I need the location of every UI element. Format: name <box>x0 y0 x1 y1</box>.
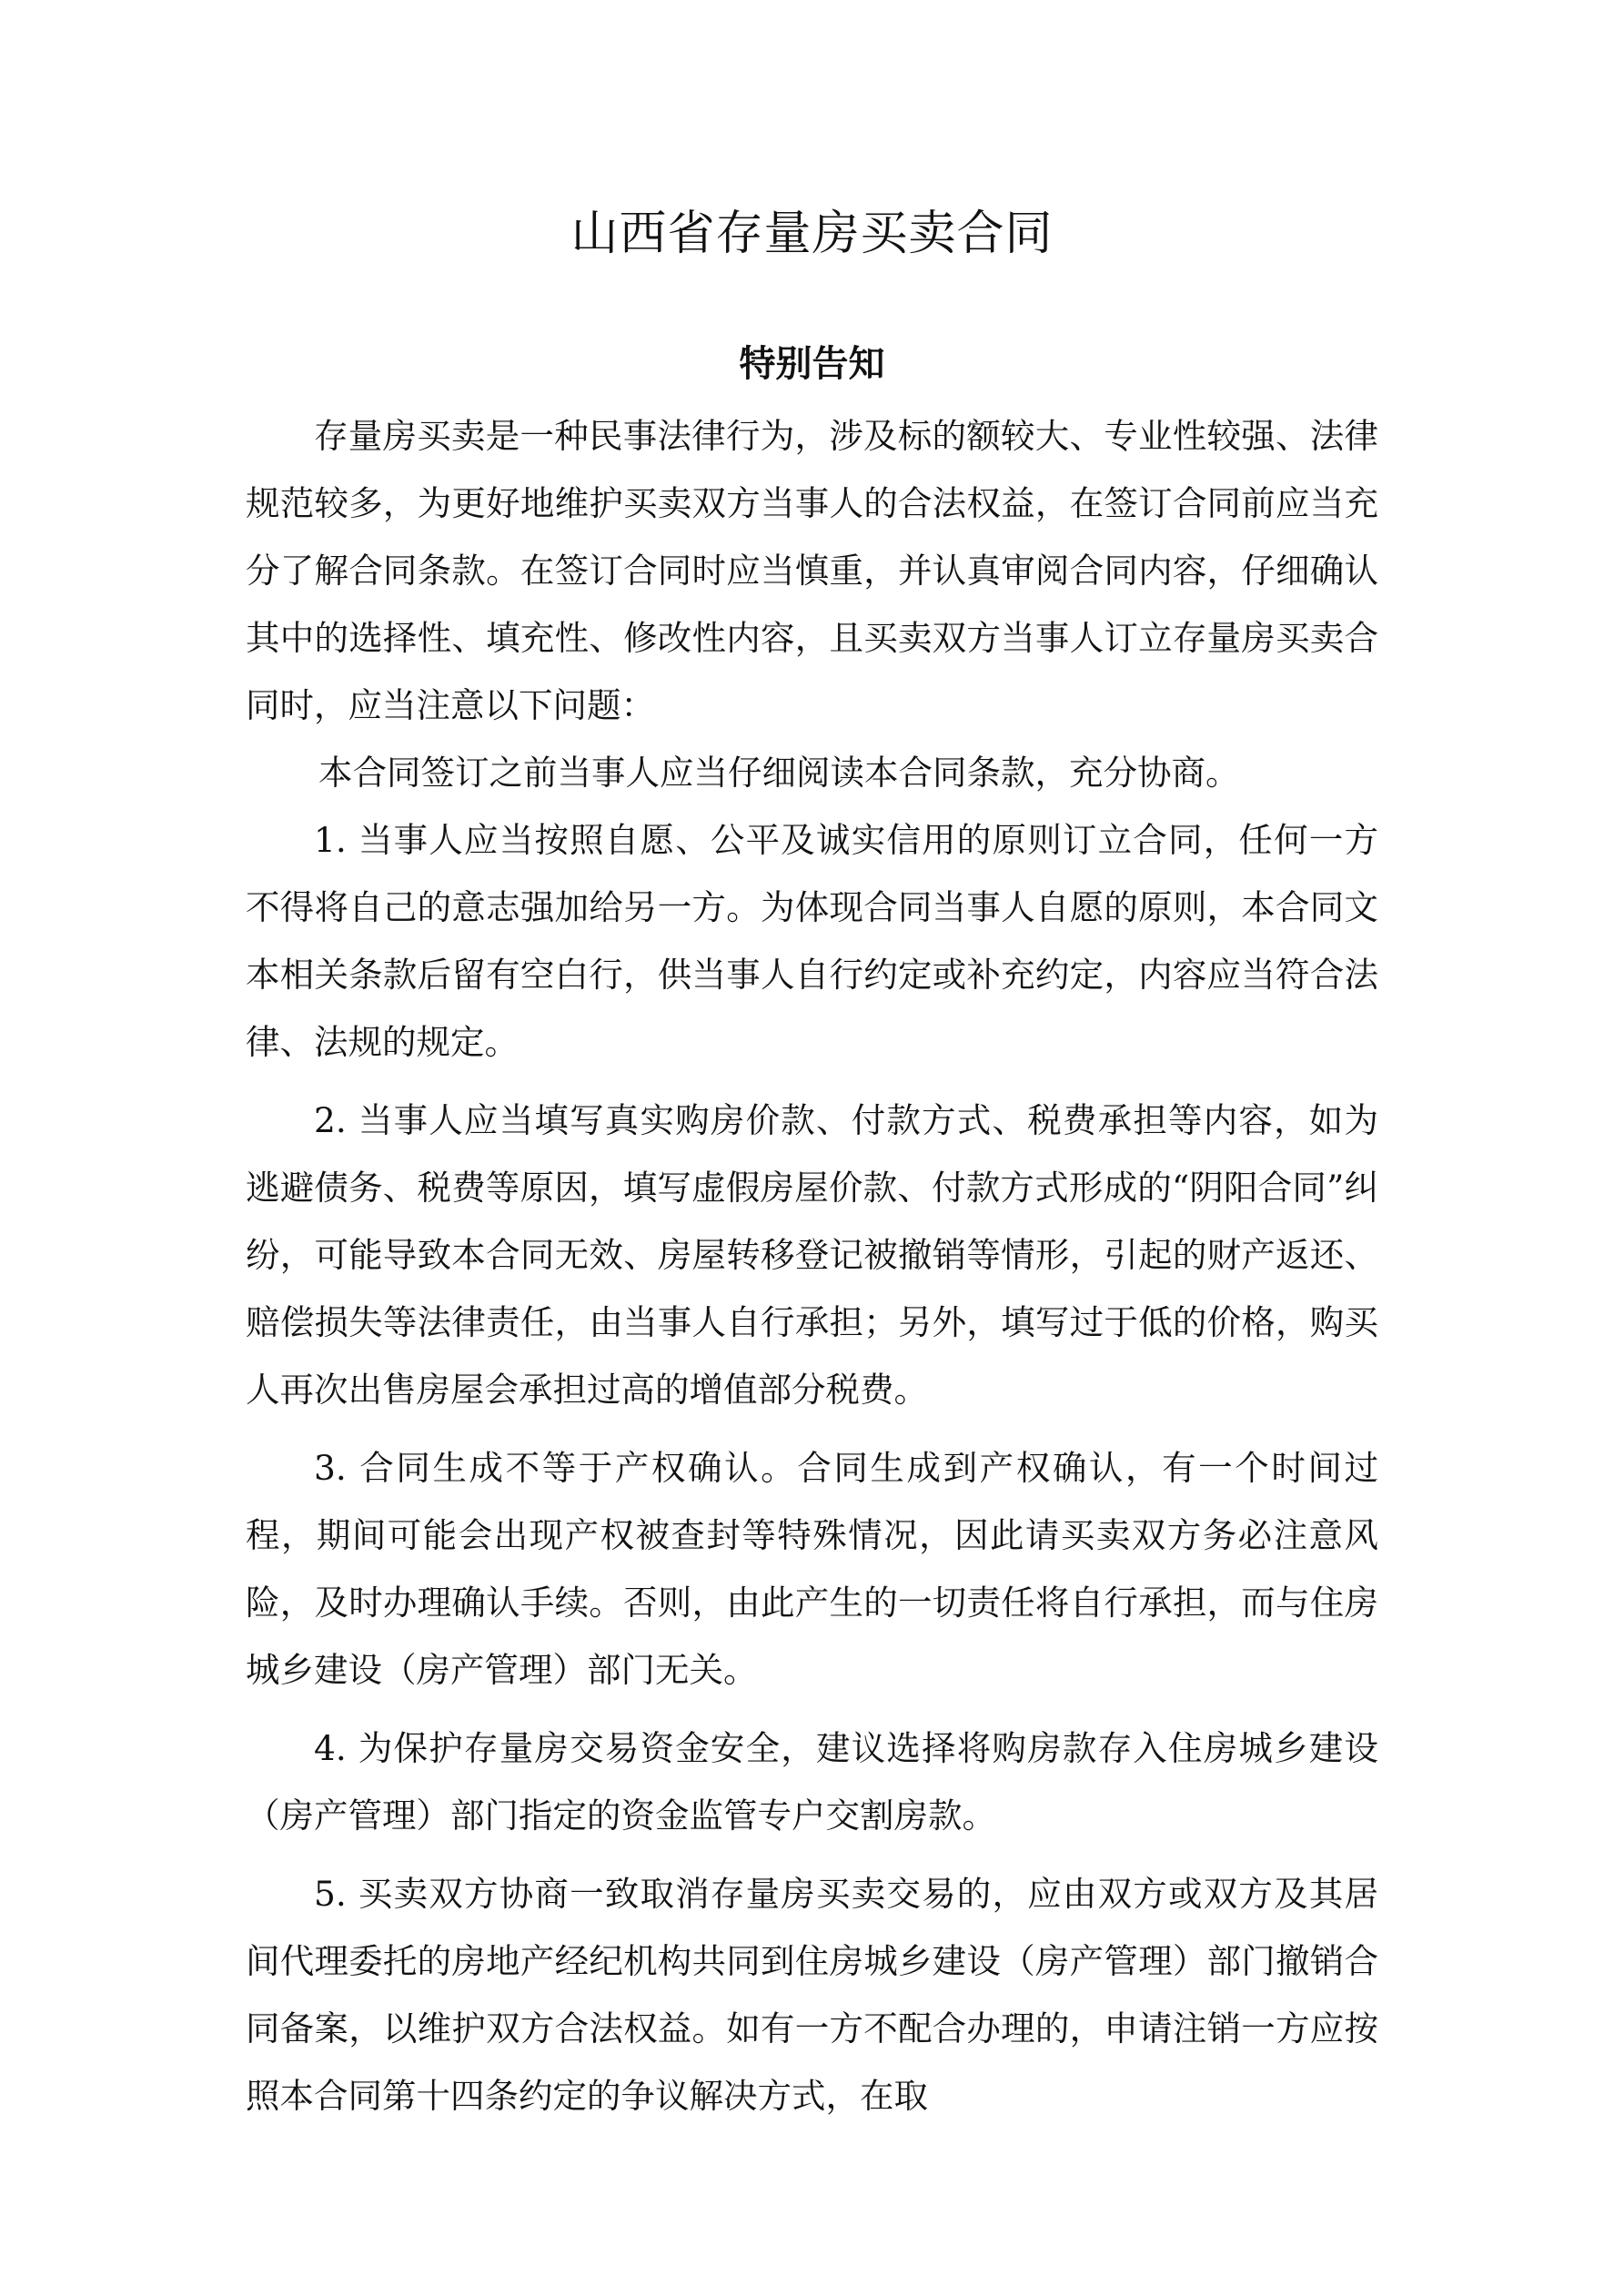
clause-4-paragraph: 4. 为保护存量房交易资金安全，建议选择将购房款存入住房城乡建设（房产管理）部门指定的资金监管专户交割房款。 <box>246 1728 1378 1836</box>
document-title: 山西省存量房买卖合同 <box>570 207 1054 261</box>
notice-heading: 特别告知 <box>739 343 885 385</box>
clause-1-paragraph: 1. 当事人应当按照自愿、公平及诚实信用的原则订立合同，任何一方不得将自己的意志强加给另一方。为体现合同当事人自愿的原则，本合同文本相关条款后留有空白行，供当事人自行约定或补充约定，内容应当符合法律、法规的规定。 <box>246 820 1378 1062</box>
clause-3-paragraph: 3. 合同生成不等于产权确认。合同生成到产权确认，有一个时间过程，期间可能会出现产权被查封等特殊情况，因此请买卖双方务必注意风险，及时办理确认手续。否则，由此产生的一切责任将自行承担，而与住房城乡建设（房产管理）部门无关。 <box>246 1448 1378 1690</box>
clause-5-paragraph: 5. 买卖双方协商一致取消存量房买卖交易的，应由双方或双方及其居间代理委托的房地产经纪机构共同到住房城乡建设（房产管理）部门撤销合同备案，以维护双方合法权益。如有一方不配合办理的，申请注销一方应按照本合同第十四条约定的争议解决方式，在取 <box>246 1874 1378 2116</box>
reading-advice-paragraph: 本合同签订之前当事人应当仔细阅读本合同条款，充分协商。 <box>318 753 1240 793</box>
intro-paragraph: 存量房买卖是一种民事法律行为，涉及标的额较大、专业性较强、法律规范较多，为更好地维护买卖双方当事人的合法权益，在签订合同前应当充分了解合同条款。在签订合同时应当慎重，并认真审阅合同内容，仔细确认其中的选择性、填充性、修改性内容，且买卖双方当事人订立存量房买卖合同时，应当注意以下问题： <box>246 416 1378 725</box>
notice-body <box>246 402 1378 2129</box>
clause-2-paragraph: 2. 当事人应当填写真实购房价款、付款方式、税费承担等内容，如为逃避债务、税费等原因，填写虚假房屋价款、付款方式形成的“阴阳合同”纠纷，可能导致本合同无效、房屋转移登记被撤销等情形，引起的财产返还、赔偿损失等法律责任，由当事人自行承担；另外，填写过于低的价格，购买人再次出售房屋会承担过高的增值部分税费。 <box>246 1100 1378 1410</box>
